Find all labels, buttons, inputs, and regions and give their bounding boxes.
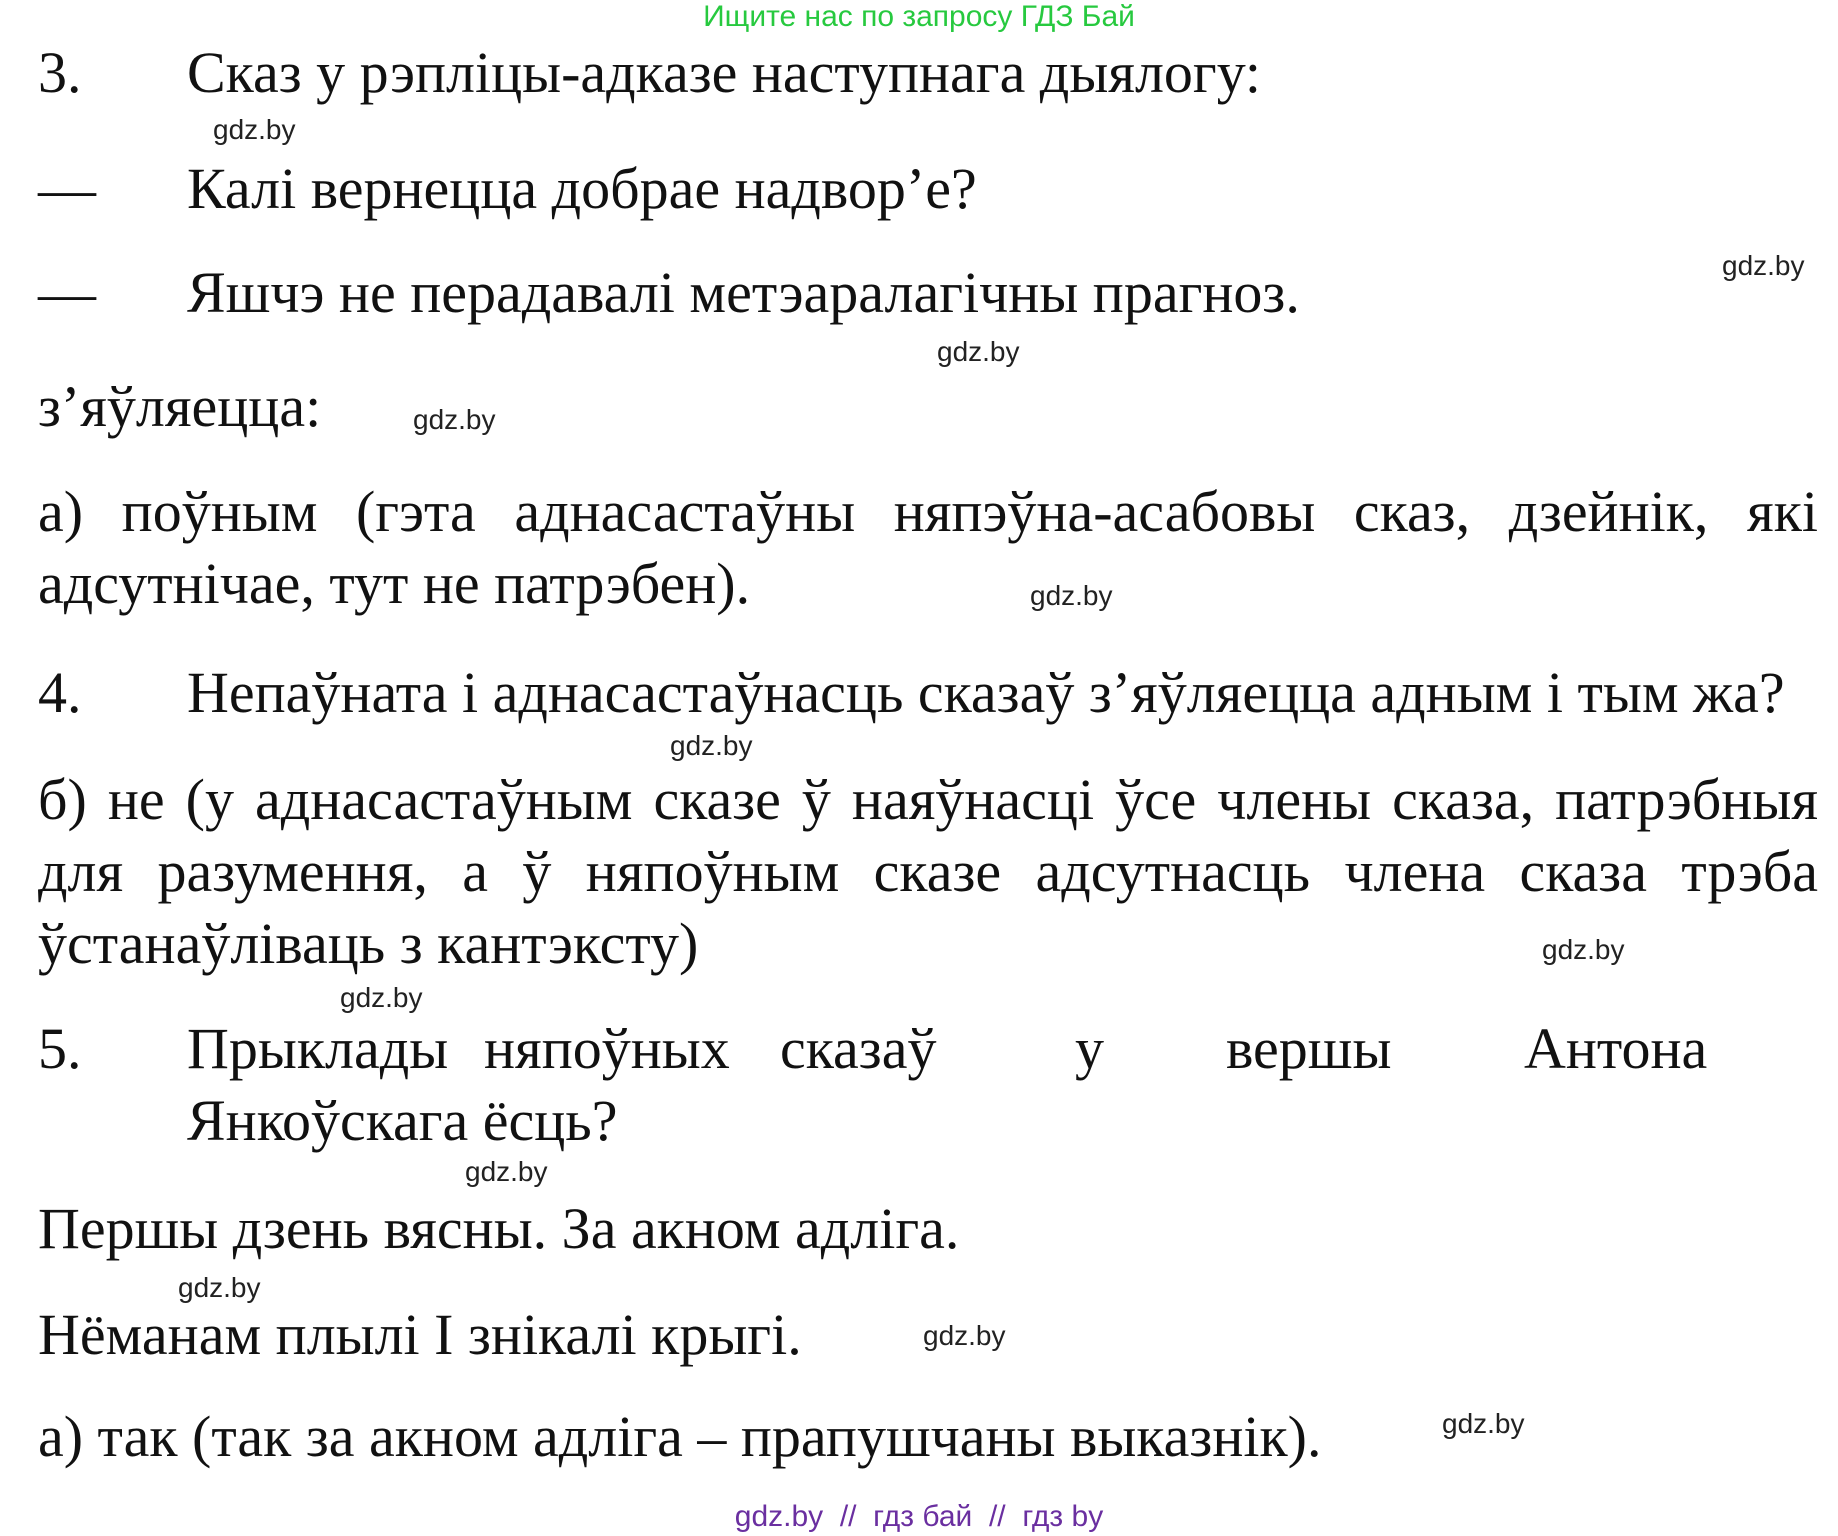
question-4-answer: б) не (у аднасастаўным сказе ў наяўнасці ўсе члены сказа, патрэбныя для разумення, а ў няпоўным сказе адсутнасць члена сказа трэба ўстанаўліваць з кантэксту) xyxy=(38,767,1818,976)
question-5-word-1: Прыклады xyxy=(187,1016,449,1081)
watermark: gdz.by xyxy=(178,1272,261,1303)
question-5-number: 5. xyxy=(38,1016,82,1081)
question-5-word-4: у xyxy=(1075,1016,1104,1081)
question-4-text: Непаўната і аднасастаўнасць сказаў з’яўляецца адным і тым жа? xyxy=(187,660,1785,725)
question-5-word-2: няпоўных xyxy=(484,1016,730,1081)
bottom-banner[interactable]: gdz.by // гдз бай // гдз by xyxy=(734,1500,1104,1533)
question-5-word-3: сказаў xyxy=(780,1016,937,1081)
watermark: gdz.by xyxy=(1030,580,1113,611)
question-5-word-6: Антона xyxy=(1524,1016,1708,1081)
dialogue-dash-1: — xyxy=(38,156,96,221)
poem-line-1: Першы дзень вясны. За акном адліга. xyxy=(38,1196,960,1261)
watermark: gdz.by xyxy=(340,982,423,1013)
question-5-text-line-2: Янкоўскага ёсць? xyxy=(187,1088,618,1153)
dialogue-dash-2: — xyxy=(38,260,96,325)
question-3-number: 3. xyxy=(38,40,82,105)
watermark: gdz.by xyxy=(923,1320,1006,1351)
watermark: gdz.by xyxy=(670,730,753,761)
poem-line-2: Нёманам плылі І знікалі крыгі. xyxy=(38,1302,802,1367)
question-3-lead: з’яўляецца: xyxy=(38,374,322,439)
dialogue-line-2: Яшчэ не перадавалі метэаралагічны прагноз. xyxy=(187,260,1300,325)
question-5-answer: а) так (так за акном адліга – прапушчаны выказнік). xyxy=(38,1404,1322,1469)
question-5-word-5: вершы xyxy=(1226,1016,1392,1081)
watermark: gdz.by xyxy=(413,404,496,435)
watermark: gdz.by xyxy=(1442,1408,1525,1439)
watermark: gdz.by xyxy=(1542,934,1625,965)
question-3-answer: а) поўным (гэта аднасастаўны няпэўна-асабовы сказ, дзейнік, які адсутнічае, тут не патрэбен). xyxy=(38,479,1818,616)
watermark: gdz.by xyxy=(213,114,296,145)
watermark: gdz.by xyxy=(465,1156,548,1187)
dialogue-line-1: Калі вернецца добрае надвор’е? xyxy=(187,156,977,221)
top-banner[interactable]: Ищите нас по запросу ГДЗ Бай xyxy=(703,0,1135,33)
watermark: gdz.by xyxy=(937,336,1020,367)
watermark: gdz.by xyxy=(1722,250,1805,281)
question-4-number: 4. xyxy=(38,660,82,725)
question-3-text: Сказ у рэпліцы-адказе наступнага дыялогу: xyxy=(187,40,1262,105)
